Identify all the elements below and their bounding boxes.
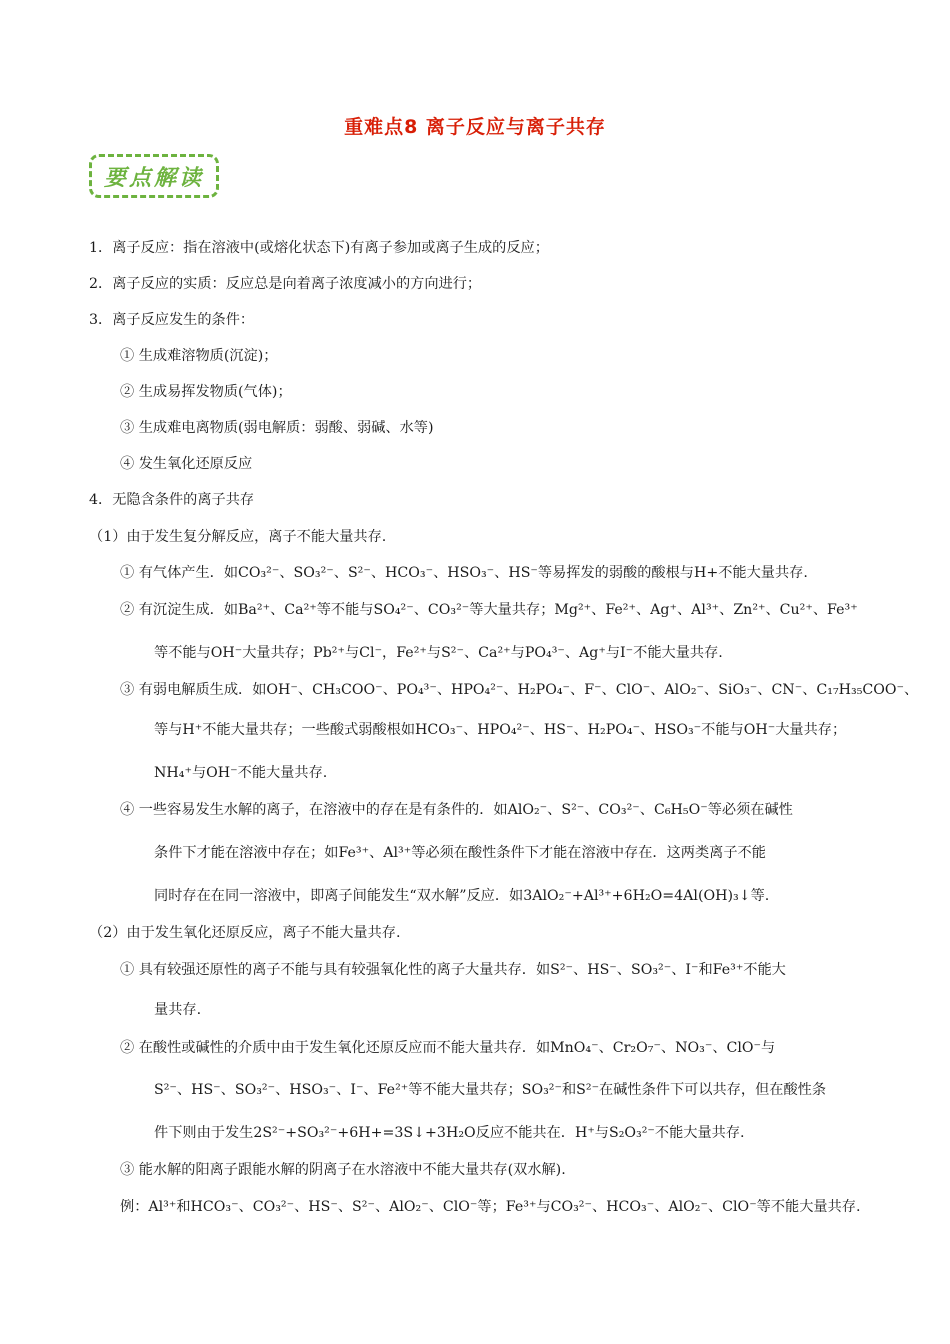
subsection-1: （1）由于发生复分解反应，离子不能大量共存. [89, 529, 387, 545]
hydrolysis-rule-cont-2: 同时存在在同一溶液中，即离子间能发生“双水解”反应．如3AlO₂⁻+Al³⁺+6H₂O=4Al(OH)₃↓等. [154, 888, 770, 904]
precipitate-rule-cont: 等不能与OH⁻大量共存；Pb²⁺与Cl⁻，Fe²⁺与S²⁻、Ca²⁺与PO₄³⁻、Ag⁺与I⁻不能大量共存. [154, 645, 723, 661]
redox-rule-1: ① 具有较强还原性的离子不能与具有较强氧化性的离子大量共存．如S²⁻、HS⁻、SO₃²⁻、I⁻和Fe³⁺不能大 [120, 962, 786, 978]
gas-rule: ① 有气体产生．如CO₃²⁻、SO₃²⁻、S²⁻、HCO₃⁻、HSO₃⁻、HS⁻等易挥发的弱酸的酸根与H+不能大量共存. [120, 565, 808, 581]
redox-rule-1-cont: 量共存. [154, 1002, 202, 1018]
redox-rule-2: ② 在酸性或碱性的介质中由于发生氧化还原反应而不能大量共存．如MnO₄⁻、Cr₂O₇⁻、NO₃⁻、ClO⁻与 [120, 1040, 776, 1056]
point-2: 2．离子反应的实质：反应总是向着离子浓度减小的方向进行； [89, 276, 482, 292]
weak-electrolyte-rule: ③ 有弱电解质生成．如OH⁻、CH₃COO⁻、PO₄³⁻、HPO₄²⁻、H₂PO₄⁻、F⁻、ClO⁻、AlO₂⁻、SiO₃⁻、CN⁻、C₁₇H₃₅COO⁻、 [120, 682, 919, 698]
section-badge [89, 154, 219, 198]
redox-rule-2-cont-2: 件下则由于发生2S²⁻+SO₃²⁻+6H+=3S↓+3H₂O反应不能共在．H⁺与S₂O₃²⁻不能大量共存. [154, 1125, 745, 1141]
point-3: 3．离子反应发生的条件： [89, 312, 255, 328]
point-4: 4．无隐含条件的离子共存 [89, 492, 255, 508]
weak-electrolyte-rule-cont-1: 等与H⁺不能大量共存；一些酸式弱酸根如HCO₃⁻、HPO₄²⁻、HS⁻、H₂PO₄⁻、HSO₃⁻不能与OH⁻大量共存； [154, 722, 847, 738]
double-hydrolysis-example: 例：Al³⁺和HCO₃⁻、CO₃²⁻、HS⁻、S²⁻、AlO₂⁻、ClO⁻等；Fe³⁺与CO₃²⁻、HCO₃⁻、AlO₂⁻、ClO⁻等不能大量共存. [120, 1199, 861, 1215]
double-hydrolysis-rule: ③ 能水解的阳离子跟能水解的阴离子在水溶液中不能大量共存(双水解). [120, 1162, 566, 1178]
point-1: 1．离子反应：指在溶液中(或熔化状态下)有离子参加或离子生成的反应； [89, 240, 549, 256]
section-badge-label: 要点解读 [103, 165, 204, 191]
condition-3: ③ 生成难电离物质(弱电解质：弱酸、弱碱、水等) [120, 420, 434, 436]
condition-1: ① 生成难溶物质(沉淀)； [120, 348, 278, 364]
redox-rule-2-cont-1: S²⁻、HS⁻、SO₃²⁻、HSO₃⁻、I⁻、Fe²⁺等不能大量共存；SO₃²⁻和S²⁻在碱性条件下可以共存，但在酸性条 [154, 1082, 827, 1098]
condition-4: ④ 发生氧化还原反应 [120, 456, 253, 472]
precipitate-rule: ② 有沉淀生成．如Ba²⁺、Ca²⁺等不能与SO₄²⁻、CO₃²⁻等大量共存；Mg²⁺、Fe²⁺、Ag⁺、Al³⁺、Zn²⁺、Cu²⁺、Fe³⁺ [120, 602, 858, 618]
weak-electrolyte-rule-cont-2: NH₄⁺与OH⁻不能大量共存. [154, 765, 328, 781]
page-title: 重难点8 离子反应与离子共存 [344, 116, 606, 138]
hydrolysis-rule: ④ 一些容易发生水解的离子，在溶液中的存在是有条件的．如AlO₂⁻、S²⁻、CO₃²⁻、C₆H₅O⁻等必须在碱性 [120, 802, 793, 818]
condition-2: ② 生成易挥发物质(气体)； [120, 384, 292, 400]
hydrolysis-rule-cont-1: 条件下才能在溶液中存在；如Fe³⁺、Al³⁺等必须在酸性条件下才能在溶液中存在．这两类离子不能 [154, 845, 766, 861]
subsection-2: （2）由于发生氧化还原反应，离子不能大量共存. [89, 925, 401, 941]
